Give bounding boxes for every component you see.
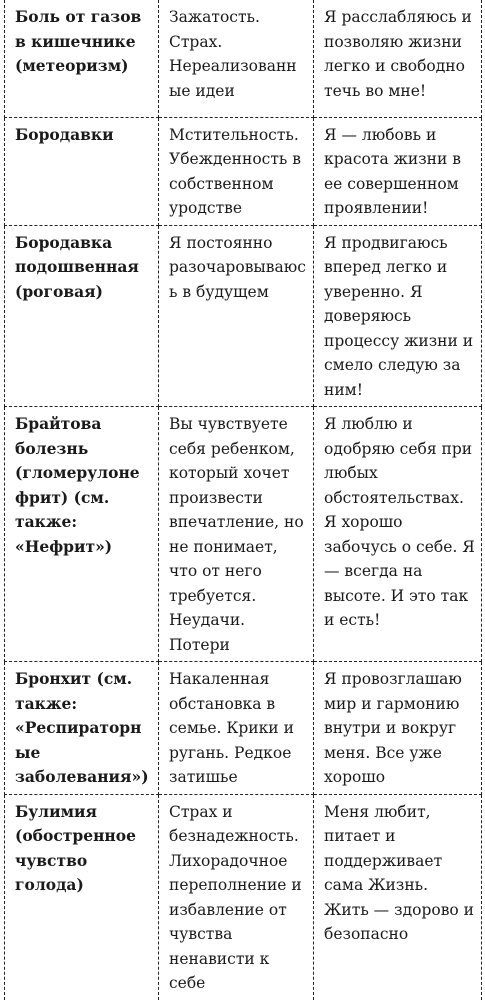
condition-cell: Боль от газов в кишечнике (метеоризм) [5,0,159,117]
affirmation-cell: Я — любовь и красота жизни в ее совершенном проявлении! [314,117,482,225]
affirmation-cell: Я продвигаюсь вперед легко и уверенно. Я доверяюсь процессу жизни и смело следую за ним! [314,225,482,407]
cause-cell: Мстительность. Убежденность в собственном уродстве [159,117,314,225]
cause-cell: Вы чувствуете себя ребенком, который хочет произвести впечатление, но не понимает, что от него требуется. Неудачи. Потери [159,407,314,662]
condition-cell: Бородавка подошвенная (роговая) [5,225,159,407]
affirmation-cell: Меня любит, питает и поддерживает сама Жизнь. Жить — здорово и безопасно [314,794,482,1000]
cause-cell: Страх и безнадежность. Лихорадочное переполнение и избавление от чувства ненависти к себе [159,794,314,1000]
table-row [5,0,482,117]
condition-cell: Брайтова болезнь (гломерулонефрит) (см. также: «Нефрит») [5,407,159,662]
cause-cell: Накаленная обстановка в семье. Крики и ругань. Редкое затишье [159,662,314,795]
cause-cell: Я постоянно разочаровываюсь в будущем [159,225,314,407]
condition-cell: Бронхит (см. также: «Респираторные заболевания») [5,662,159,795]
table-row [5,407,482,662]
disease-table [4,0,482,1000]
condition-cell: Булимия (обостренное чувство голода) [5,794,159,1000]
table-row [5,794,482,1000]
condition-cell: Бородавки [5,117,159,225]
affirmation-cell: Я провозглашаю мир и гармонию внутри и вокруг меня. Все уже хорошо [314,662,482,795]
table-row [5,662,482,795]
affirmation-cell: Я расслабляюсь и позволяю жизни легко и свободно течь во мне! [314,0,482,117]
affirmation-cell: Я люблю и одобряю себя при любых обстоятельствах. Я хорошо забочусь о себе. Я — всегда на высоте. И это так и есть! [314,407,482,662]
cause-cell: Зажатость. Страх. Нереализованные идеи [159,0,314,117]
table-row [5,117,482,225]
table-row [5,225,482,407]
